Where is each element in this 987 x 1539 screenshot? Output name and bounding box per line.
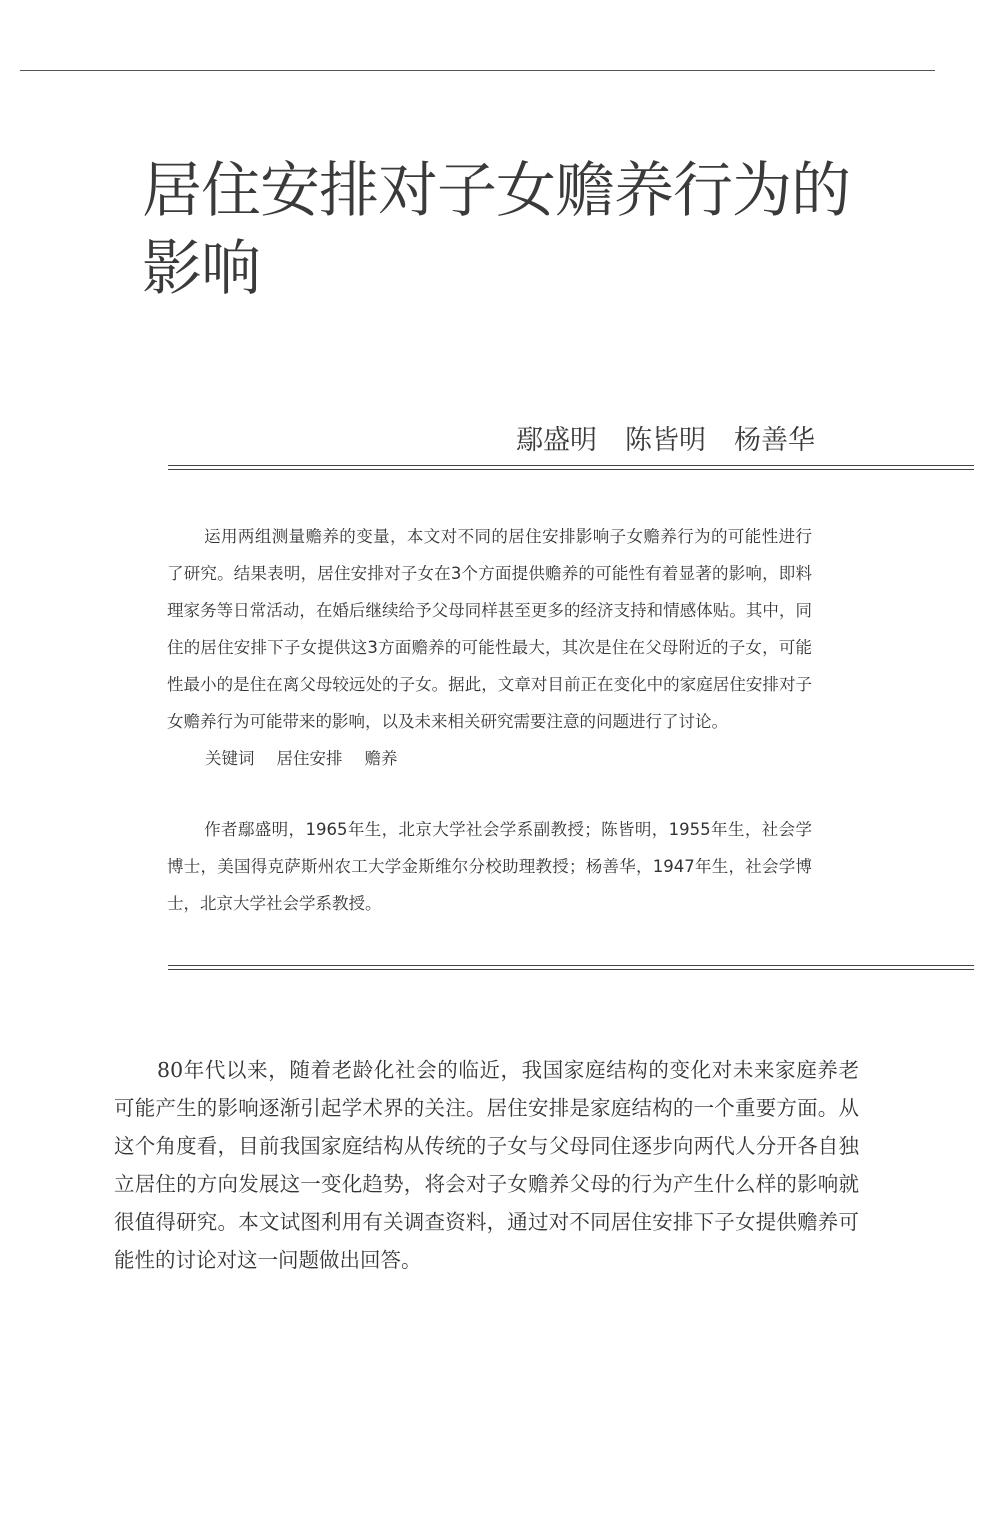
article-title: 居住安排对子女赡养行为的影响 (142, 156, 850, 304)
body-paragraph: 80年代以来，随着老龄化社会的临近，我国家庭结构的变化对未来家庭养老可能产生的影响逐渐引起学术界的关注。居住安排是家庭结构的一个重要方面。从这个角度看，目前我国家庭结构从传统的子女与父母同住逐步向两代人分开各自独立居住的方向发展这一变化趋势，将会对子女赡养父母的行为产生什么样的影响就很值得研究。本文试图利用有关调查资料，通过对不同居住安排下子女提供赡养可能性的讨论对这一问题做出回答。 (114, 1058, 859, 1272)
keyword: 赡养 (364, 749, 398, 768)
header-rule (20, 70, 935, 71)
abstract-bottom-rule (168, 965, 974, 970)
keywords-label: 关键词 (205, 749, 255, 768)
author-name: 鄢盛明 (516, 425, 597, 456)
author-name: 陈皆明 (625, 425, 706, 456)
author-note: 作者鄢盛明，1965年生，北京大学社会学系副教授；陈皆明，1955年生，社会学博士，美国得克萨斯州农工大学金斯维尔分校助理教授；杨善华，1947年生，社会学博士，北京大学社会学系教授。 (167, 820, 812, 913)
keywords-line (167, 740, 812, 777)
author-name: 杨善华 (734, 425, 815, 456)
keyword: 居住安排 (276, 749, 343, 768)
author-list (516, 418, 815, 457)
abstract-text: 运用两组测量赡养的变量，本文对不同的居住安排影响子女赡养行为的可能性进行了研究。结果表明，居住安排对子女在3个方面提供赡养的可能性有着显著的影响，即料理家务等日常活动，在婚后继续给予父母同样甚至更多的经济支持和情感体贴。其中，同住的居住安排下子女提供这3方面赡养的可能性最大，其次是住在父母附近的子女，可能性最小的是住在离父母较远处的子女。据此，文章对目前正在变化中的家庭居住安排对子女赡养行为可能带来的影响，以及未来相关研究需要注意的问题进行了讨论。 (167, 527, 812, 731)
abstract-top-rule (168, 465, 974, 470)
abstract-section (167, 518, 812, 922)
